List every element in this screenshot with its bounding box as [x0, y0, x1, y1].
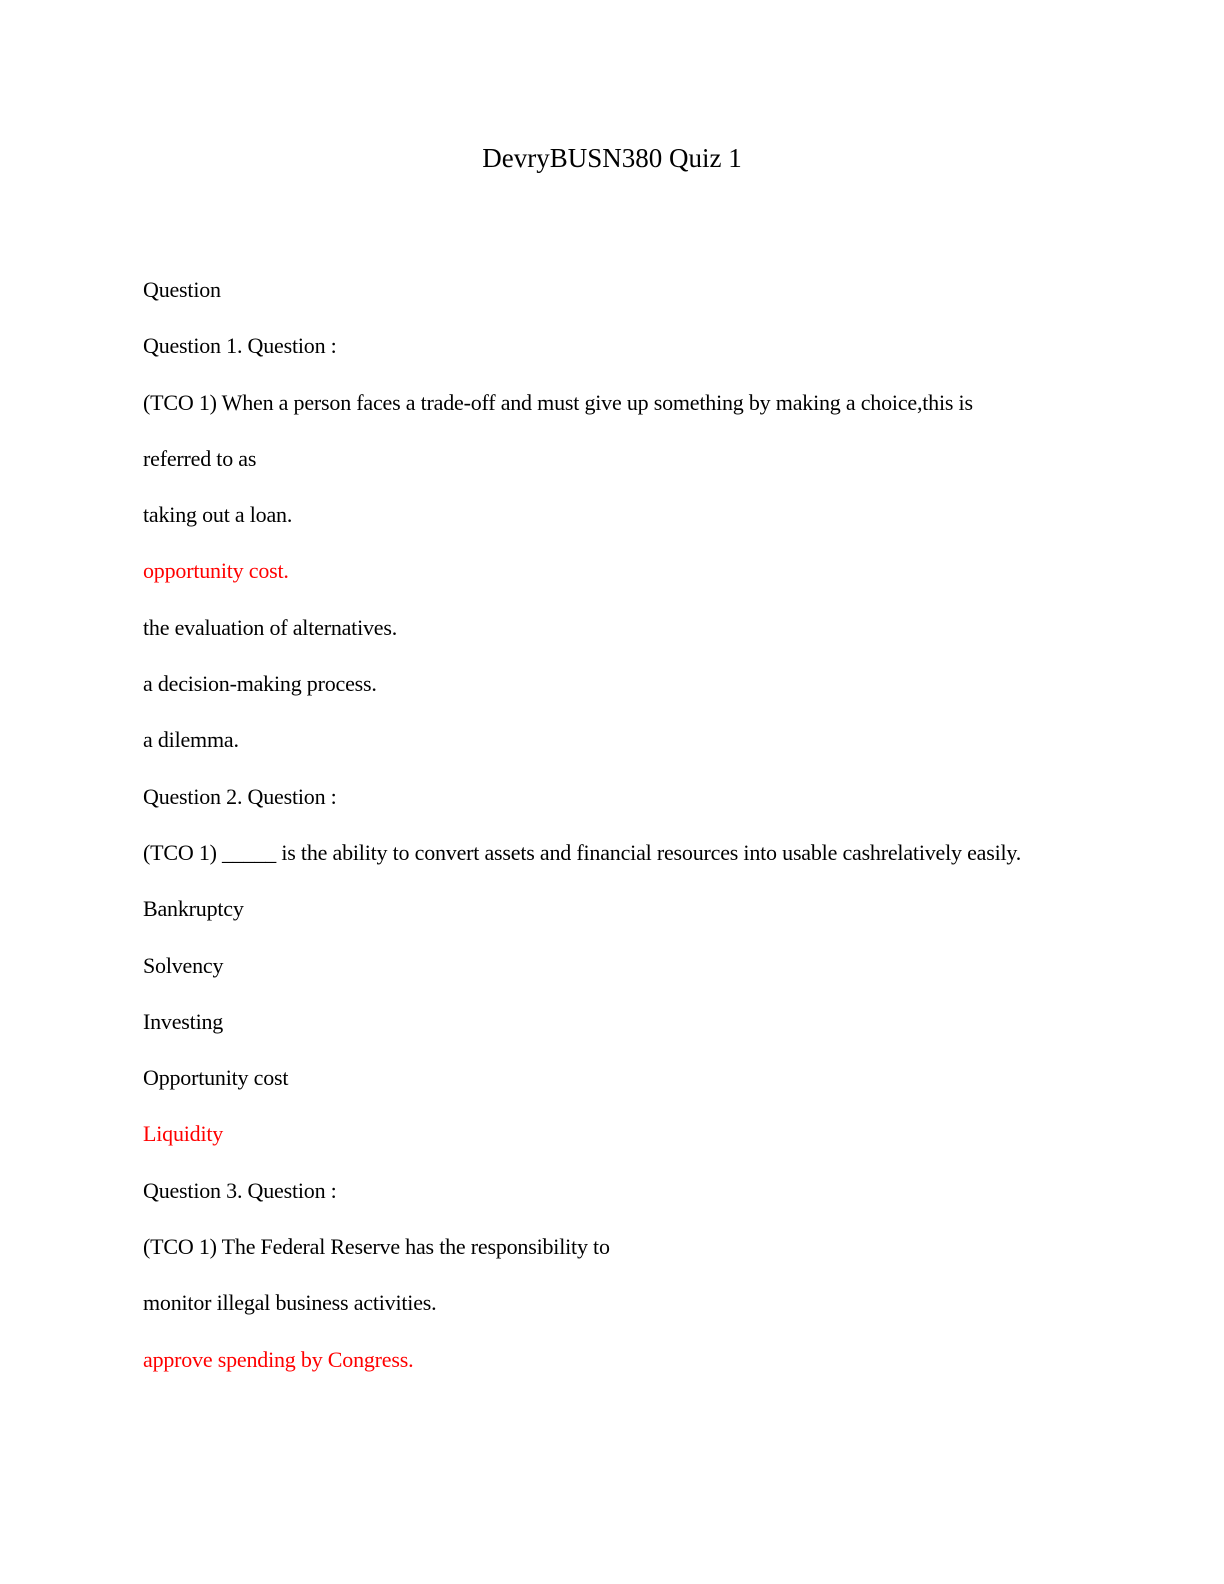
page-title: DevryBUSN380 Quiz 1 [482, 143, 742, 173]
question-2-prompt: (TCO 1) _____ is the ability to convert assets and financial resources into usable cashrelatively easily. [143, 839, 1022, 865]
question-3-label: Question 3. Question : [143, 1177, 337, 1203]
question-1-prompt: (TCO 1) When a person faces a trade-off and must give up something by making a choice,this is [143, 389, 973, 415]
question-1-option: a decision-making process. [143, 671, 377, 697]
question-1-correct-answer: opportunity cost. [143, 558, 289, 584]
question-2-option: Investing [143, 1008, 224, 1034]
question-2-option: Solvency [143, 952, 224, 978]
question-1-label: Question 1. Question : [143, 333, 337, 359]
question-2-correct-answer: Liquidity [143, 1121, 224, 1147]
question-1-prompt-continued: referred to as [143, 445, 257, 471]
question-2-option: Bankruptcy [143, 896, 244, 922]
question-1-option: the evaluation of alternatives. [143, 614, 398, 640]
quiz-content [143, 262, 1143, 1388]
question-3-correct-answer: approve spending by Congress. [143, 1346, 414, 1372]
question-3-option: monitor illegal business activities. [143, 1290, 437, 1316]
question-2-option: Opportunity cost [143, 1065, 289, 1091]
section-heading: Question [143, 277, 221, 302]
question-3-prompt: (TCO 1) The Federal Reserve has the responsibility to [143, 1234, 610, 1260]
question-1-option: taking out a loan. [143, 502, 293, 528]
question-2-label: Question 2. Question : [143, 783, 337, 809]
question-1-option: a dilemma. [143, 727, 239, 753]
